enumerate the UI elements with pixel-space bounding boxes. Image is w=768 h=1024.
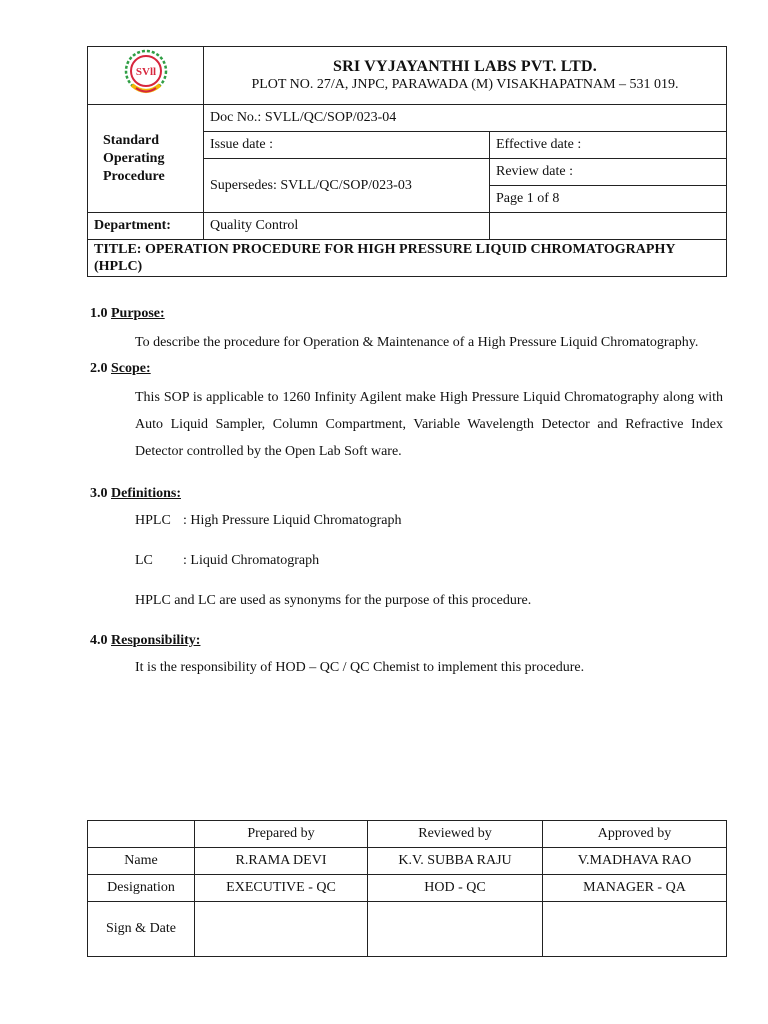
section-heading-purpose: 1.0 Purpose: bbox=[90, 306, 165, 321]
signoff-row-label: Name bbox=[88, 848, 195, 875]
signoff-cell: HOD - QC bbox=[368, 875, 543, 902]
definition-term: HPLC bbox=[135, 513, 171, 528]
signoff-cell: K.V. SUBBA RAJU bbox=[368, 848, 543, 875]
section-text-purpose: To describe the procedure for Operation & Maintenance of a High Pressure Liquid Chromatography. bbox=[135, 335, 699, 350]
signoff-row-name bbox=[88, 848, 727, 875]
signoff-cell: MANAGER - QA bbox=[543, 875, 727, 902]
supersedes: Supersedes: SVLL/QC/SOP/023-03 bbox=[204, 159, 490, 213]
definition-text: : Liquid Chromatograph bbox=[183, 553, 320, 568]
definition-term: LC bbox=[135, 553, 153, 568]
definition-item bbox=[135, 551, 723, 571]
logo-cell bbox=[88, 47, 204, 105]
signoff-header-blank bbox=[88, 821, 195, 848]
document-title: TITLE: OPERATION PROCEDURE FOR HIGH PRESSURE LIQUID CHROMATOGRAPHY (HPLC) bbox=[88, 240, 727, 277]
company-cell bbox=[204, 47, 727, 105]
section-heading-definitions: 3.0 Definitions: bbox=[90, 486, 181, 501]
signature-field bbox=[195, 902, 368, 957]
signoff-row-designation bbox=[88, 875, 727, 902]
signoff-header-prepared: Prepared by bbox=[195, 821, 368, 848]
header-table bbox=[87, 46, 727, 277]
logo-text: SVll bbox=[135, 66, 156, 78]
issue-date: Issue date : bbox=[204, 132, 490, 159]
page-number: Page 1 of 8 bbox=[490, 186, 727, 213]
company-address: PLOT NO. 27/A, JNPC, PARAWADA (M) VISAKHAPATNAM – 531 019. bbox=[251, 77, 679, 92]
section-heading-responsibility: 4.0 Responsibility: bbox=[90, 633, 201, 648]
section-heading-scope: 2.0 Scope: bbox=[90, 361, 151, 376]
signoff-table bbox=[87, 820, 727, 957]
signature-field bbox=[368, 902, 543, 957]
signoff-cell: V.MADHAVA RAO bbox=[543, 848, 727, 875]
company-logo bbox=[122, 47, 170, 99]
signature-field bbox=[543, 902, 727, 957]
signoff-row-label: Sign & Date bbox=[88, 902, 195, 957]
signoff-header-approved: Approved by bbox=[543, 821, 727, 848]
department-value: Quality Control bbox=[204, 213, 490, 240]
signoff-cell: EXECUTIVE - QC bbox=[195, 875, 368, 902]
department-blank bbox=[490, 213, 727, 240]
definition-text: : High Pressure Liquid Chromatograph bbox=[183, 513, 402, 528]
signoff-cell: R.RAMA DEVI bbox=[195, 848, 368, 875]
doc-type-label: Standard Operating Procedure bbox=[88, 105, 204, 213]
document-body bbox=[90, 302, 723, 678]
doc-number: Doc No.: SVLL/QC/SOP/023-04 bbox=[204, 105, 727, 132]
signoff-header-reviewed: Reviewed by bbox=[368, 821, 543, 848]
section-text-responsibility: It is the responsibility of HOD – QC / QC Chemist to implement this procedure. bbox=[135, 660, 585, 675]
signoff-row-label: Designation bbox=[88, 875, 195, 902]
review-date: Review date : bbox=[490, 159, 727, 186]
company-name: SRI VYJAYANTHI LABS PVT. LTD. bbox=[333, 58, 597, 75]
definition-item bbox=[135, 511, 723, 531]
signoff-row-sign bbox=[88, 902, 727, 957]
effective-date: Effective date : bbox=[490, 132, 727, 159]
section-text-scope: This SOP is applicable to 1260 Infinity Agilent make High Pressure Liquid Chromatography along with Auto Liquid Sampler, Column Compartment, Variable Wavelength Detector and Refractive Index Detector controlled by the Open Lab Soft ware. bbox=[135, 390, 723, 459]
department-label: Department: bbox=[88, 213, 204, 240]
definitions-note: HPLC and LC are used as synonyms for the purpose of this procedure. bbox=[135, 593, 532, 608]
